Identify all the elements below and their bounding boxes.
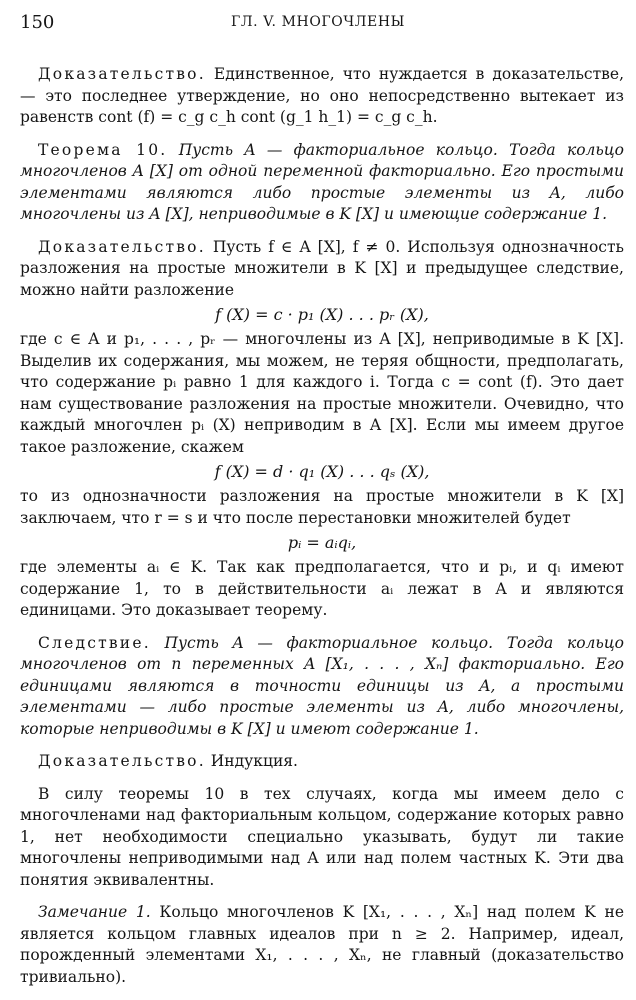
- corollary-label: Следствие.: [38, 633, 151, 652]
- running-title: ГЛ. V. МНОГОЧЛЕНЫ: [230, 14, 406, 30]
- theorem-10: [20, 140, 624, 226]
- proof-text-c: то из однозначности разложения на простые множители в K [X] заключаем, что r = s и что после перестановки множителей будет: [20, 487, 624, 527]
- proof-paragraph-1: [20, 64, 624, 129]
- theorem-label: Теорема 10.: [38, 140, 168, 159]
- formula-second-factorization: f (X) = d · q₁ (X) . . . qₛ (X),: [214, 462, 430, 481]
- corollary-statement: Пусть A — факториальное кольцо. Тогда кольцо многочленов от n переменных A [X₁, . . . , Xₙ] факториально. Его единицами являются в точности единицы из A, а простыми элементами — либо простые элементы из A, либо многочлены, которые неприводимы в K [X] и имеют содержание 1.: [20, 633, 624, 738]
- proof-text-d: где элементы aᵢ ∈ K. Так как предполагается, что и pᵢ, и qᵢ имеют содержание 1, то в действительности aᵢ лежат в A и являются единицами. Это доказывает теорему.: [20, 558, 624, 619]
- proof-text: Единственное, что нуждается в доказательстве, — это последнее утверждение, но оно непосредственно вытекает из равенств cont (f) = c_g c_h cont (g_1 h_1) = c_g c_h.: [20, 65, 624, 126]
- proof-paragraph-2: [20, 237, 624, 302]
- proof-paragraph-3: [20, 751, 624, 773]
- formula-factorization: f (X) = c · p₁ (X) . . . pᵣ (X),: [215, 305, 429, 324]
- proof-text-a: Пусть f ∈ A [X], f ≠ 0. Используя однозначность разложения на простые множители в K [X] и предыдущее следствие, можно найти разложение: [20, 237, 624, 299]
- proof-label: Доказательство.: [38, 237, 206, 256]
- page-header: [20, 12, 616, 38]
- remark-1: [20, 902, 624, 988]
- page-body: [20, 64, 624, 988]
- page-number: 150: [20, 12, 55, 33]
- remark-label: Замечание 1.: [38, 903, 151, 921]
- proof-text: Индукция.: [210, 752, 298, 770]
- remark-text: Кольцо многочленов K [X₁, . . . , Xₙ] над полем K не является кольцом главных идеалов при n ≥ 2. Например, идеал, порожденный элементами X₁, . . . , Xₙ, не главный (доказательство тривиально).: [20, 903, 624, 986]
- formula-pi-equals-aiqi: pᵢ = aᵢqᵢ,: [287, 533, 357, 552]
- proof-label: Доказательство.: [38, 752, 206, 770]
- corollary: [20, 633, 624, 741]
- proof-text-b: где c ∈ A и p₁, . . . , pᵣ — многочлены из A [X], неприводимые в K [X]. Выделив их содержания, мы можем, не теряя общности, предполагать, что содержание pᵢ равно 1 для каждого i. Тогда c = cont (f). Это дает нам существование разложения на простые множители. Очевидно, что каждый многочлен pᵢ (X) неприводим в A [X]. Если мы имеем другое такое разложение, скажем: [20, 330, 624, 456]
- equivalence-paragraph: В силу теоремы 10 в тех случаях, когда мы имеем дело с многочленами над факториальным кольцом, содержание которых равно 1, нет необходимости специально указывать, будут ли такие многочлены неприводимыми над A или над полем частных K. Эти два понятия эквивалентны.: [20, 784, 624, 889]
- proof-label: Доказательство.: [38, 65, 206, 83]
- theorem-statement: Пусть A — факториальное кольцо. Тогда кольцо многочленов A [X] от одной переменной факториально. Его простыми элементами являются либо простые элементы из A, либо многочлены из A [X], неприводимые в K [X] и имеющие содержание 1.: [20, 140, 624, 223]
